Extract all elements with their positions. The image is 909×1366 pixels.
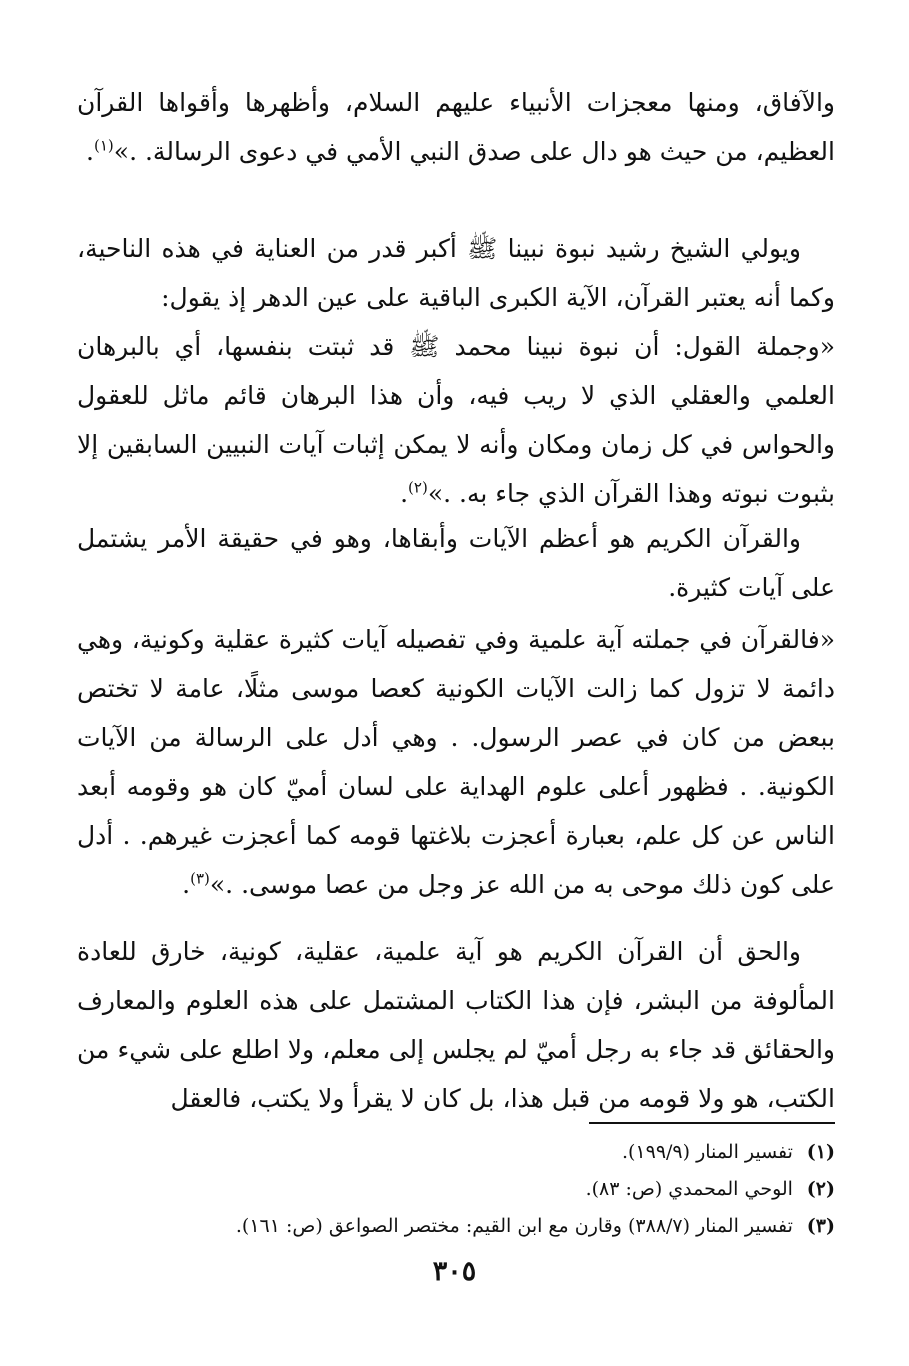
- paragraph-6-text: والحق أن القرآن الكريم هو آية علمية، عقلية، كونية، خارق للعادة المألوفة من البشر، فإن هذا الكتاب المشتمل على هذه العلوم والمعارف والحقائق قد جاء به رجل أميّ لم يجلس إلى معلم، ولا اطلع على شيء من الكتب، هو ولا قومه من قبل هذا، بل كان لا يقرأ ولا يكتب، فالعقل: [77, 937, 835, 1113]
- footnote-1-text: تفسير المنار (١٩٩/٩).: [621, 1141, 793, 1163]
- paragraph-5: [77, 615, 835, 909]
- footnote-3-number: (٣): [806, 1215, 835, 1237]
- paragraph-1-text: والآفاق، ومنها معجزات الأنبياء عليهم السلام، وأظهرها وأقواها القرآن العظيم، من حيث هو دال على صدق النبي الأمي في دعوى الرسالة. .»: [77, 88, 835, 166]
- footnote-ref-1: (١): [94, 136, 114, 155]
- paragraph-2: [77, 224, 835, 322]
- paragraph-1-end: .: [86, 137, 94, 166]
- footnote-1-number: (١): [806, 1141, 835, 1163]
- paragraph-5-end: .: [182, 870, 191, 899]
- paragraph-6: [77, 927, 835, 1123]
- footnote-ref-3: (٣): [190, 869, 210, 888]
- page-number: ٣٠٥: [432, 1256, 477, 1287]
- footnote-3: [77, 1208, 835, 1245]
- footnote-2: [77, 1171, 835, 1208]
- paragraph-3-end: .: [400, 479, 409, 508]
- paragraph-5-text: «فالقرآن في جملته آية علمية وفي تفصيله آيات كثيرة عقلية وكونية، وهي دائمة لا تزول كما زالت الآيات الكونية كعصا موسى مثلًا، عامة لا تختص ببعض من كان في عصر الرسول. . وهي أدل على الرسالة من الآيات الكونية. . فظهور أعلى علوم الهداية على لسان أميّ كان هو وقومه أبعد الناس عن كل علم، بعبارة أعجزت بلاغتها قومه كما أعجزت غيرهم. . أدل على كون ذلك موحى به من الله عز وجل من عصا موسى. .»: [77, 625, 835, 899]
- footnote-2-text: الوحي المحمدي (ص: ٨٣).: [585, 1178, 793, 1200]
- footnote-1: [77, 1134, 835, 1171]
- footnote-2-number: (٢): [806, 1178, 835, 1200]
- footnotes: [77, 1134, 835, 1245]
- footnote-ref-2: (٢): [408, 478, 428, 497]
- paragraph-1: [77, 78, 835, 176]
- paragraph-4: [77, 514, 835, 612]
- footnote-3-text: تفسير المنار (٣٨٨/٧) وقارن مع ابن القيم: مختصر الصواعق (ص: ١٦١).: [235, 1215, 793, 1237]
- paragraph-2-text: ويولي الشيخ رشيد نبوة نبينا ﷺ أكبر قدر من العناية في هذه الناحية، وكما أنه يعتبر القرآن، الآية الكبرى الباقية على عين الدهر إذ يقول:: [77, 234, 835, 312]
- paragraph-3: [77, 322, 835, 518]
- paragraph-4-text: والقرآن الكريم هو أعظم الآيات وأبقاها، وهو في حقيقة الأمر يشتمل على آيات كثيرة.: [77, 524, 835, 602]
- footnote-separator: [589, 1122, 835, 1124]
- paragraph-3-text: «وجملة القول: أن نبوة نبينا محمد ﷺ قد ثبتت بنفسها، أي بالبرهان العلمي والعقلي الذي لا ريب فيه، وأن هذا البرهان قائم ماثل للعقول والحواس في كل زمان ومكان وأنه لا يمكن إثبات آيات النبيين السابقين إلا بثبوت نبوته وهذا القرآن الذي جاء به. .»: [77, 332, 835, 508]
